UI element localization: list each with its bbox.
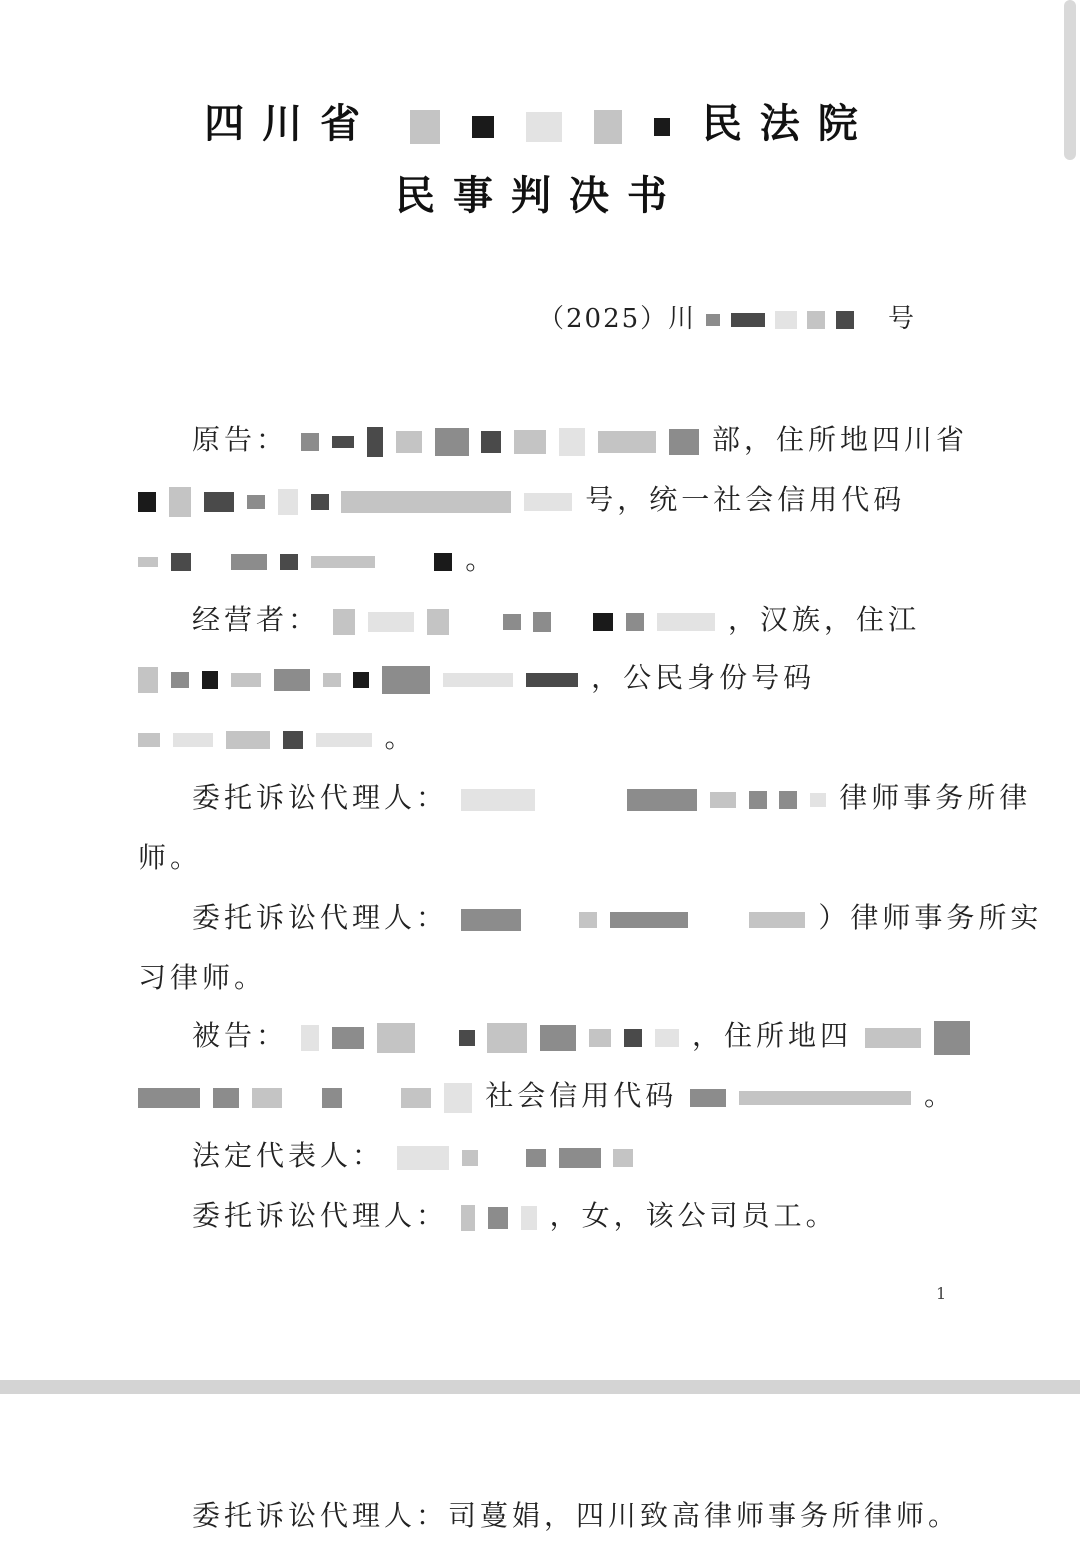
redaction-block (526, 1149, 546, 1167)
redaction-block (138, 733, 160, 747)
court-name-suffix: 民法院 (701, 100, 876, 147)
redaction-block (169, 487, 191, 517)
redaction-block (434, 553, 452, 571)
redaction-block (626, 613, 644, 631)
redaction-block (283, 731, 303, 749)
redaction-block (731, 313, 765, 327)
legal-rep-line: 法定代表人： (192, 1134, 633, 1174)
redaction-block (274, 669, 310, 691)
redaction-block (807, 311, 825, 329)
redaction-block (739, 1091, 911, 1105)
redaction-block (503, 614, 521, 630)
agent3-line: 委托诉讼代理人： ，女，该公司员工。 (192, 1199, 838, 1232)
document-title: 民事判决书 (395, 172, 685, 219)
redaction-block (377, 1023, 415, 1053)
redaction-block (382, 666, 430, 694)
redaction-block (627, 789, 697, 811)
agent2-line-1: 委托诉讼代理人： ）律师事务所实 (192, 901, 1043, 934)
redaction-block (526, 673, 578, 687)
redaction-block (654, 118, 670, 136)
redaction-block (624, 1029, 642, 1047)
redaction-block (410, 110, 440, 144)
redaction-block (301, 1025, 319, 1051)
redaction-block (138, 667, 158, 693)
redaction-block (368, 612, 414, 632)
redaction-block (521, 1206, 537, 1230)
redaction-block (462, 1150, 478, 1166)
redaction-block (706, 314, 720, 326)
redaction-block (323, 673, 341, 687)
agent2-line-2: 习律师。 (138, 961, 267, 994)
redaction-block (435, 428, 469, 456)
redaction-block (461, 1205, 475, 1231)
redaction-block (657, 613, 715, 631)
redaction-block (533, 612, 551, 632)
redaction-block (367, 427, 383, 457)
redaction-block (443, 673, 513, 687)
redaction-block (749, 912, 805, 928)
redaction-block (779, 791, 797, 809)
redaction-block (610, 912, 688, 928)
redaction-block (669, 429, 699, 455)
redaction-block (231, 554, 267, 570)
redaction-block (202, 671, 218, 689)
redaction-block (775, 311, 797, 329)
redaction-block (173, 733, 213, 747)
redaction-block (204, 492, 234, 512)
redaction-block (710, 792, 736, 808)
redaction-block (332, 1027, 364, 1049)
redaction-block (316, 733, 372, 747)
redaction-block (247, 495, 265, 509)
operator-line-2: ，公民身份号码 (138, 656, 815, 696)
redaction-block (524, 493, 572, 511)
redaction-block (278, 489, 298, 515)
redaction-block (559, 428, 585, 456)
defendant-line-1: 被告： ，住所地四 (192, 1014, 970, 1055)
redaction-block (332, 436, 354, 448)
redaction-block (138, 557, 158, 567)
page-divider (0, 1380, 1080, 1394)
redaction-block (333, 609, 355, 635)
redaction-block (252, 1088, 282, 1108)
plaintiff-line-1: 原告： 部，住所地四川省 (192, 423, 968, 456)
redaction-block (579, 912, 597, 928)
redaction-block (488, 1207, 508, 1229)
redaction-block (810, 793, 826, 807)
plaintiff-line-2: 号，统一社会信用代码 (138, 478, 905, 518)
case-number: （2025）川 号 (538, 304, 917, 334)
redaction-block (865, 1028, 921, 1048)
redaction-block (311, 556, 375, 568)
plaintiff-line-3: 。 (138, 538, 497, 578)
redaction-block (459, 1030, 475, 1046)
redaction-block (540, 1025, 576, 1051)
redaction-block (461, 909, 521, 931)
redaction-block (322, 1088, 342, 1108)
defendant-line-2: 社会信用代码 。 (138, 1074, 956, 1114)
redaction-block (461, 789, 535, 811)
redaction-block (138, 492, 156, 512)
redaction-block (472, 116, 494, 138)
redaction-block (353, 672, 369, 688)
redaction-block (514, 430, 546, 454)
operator-line-1: 经营者： ，汉族，住江 (192, 603, 920, 636)
redaction-block (231, 673, 261, 687)
redaction-block (341, 491, 511, 513)
redaction-block (526, 112, 562, 142)
redaction-block (559, 1148, 601, 1168)
redaction-block (226, 731, 270, 749)
redaction-block (401, 1088, 431, 1108)
redaction-block (487, 1023, 527, 1053)
operator-line-3: 。 (138, 716, 417, 756)
redaction-block (690, 1089, 726, 1107)
redaction-block (444, 1083, 472, 1113)
redaction-block (171, 553, 191, 571)
redaction-block (589, 1029, 611, 1047)
redaction-block (396, 431, 422, 453)
redaction-block (397, 1146, 449, 1170)
page2-agent-line: 委托诉讼代理人：司蔓娟，四川致高律师事务所律师。 (192, 1499, 961, 1532)
court-name (0, 92, 1080, 149)
court-name-prefix: 四川省 (204, 100, 379, 147)
redaction-block (427, 609, 449, 635)
redaction-block (598, 431, 656, 453)
agent1-line-2: 师。 (138, 841, 203, 874)
redaction-block (655, 1029, 679, 1047)
redaction-block (280, 554, 298, 570)
redaction-block (311, 494, 329, 510)
page-number: 1 (936, 1284, 947, 1303)
redaction-block (171, 672, 189, 688)
redaction-block (594, 110, 622, 144)
redaction-block (593, 613, 613, 631)
redaction-block (213, 1088, 239, 1108)
redaction-block (836, 311, 854, 329)
redaction-block (138, 1088, 200, 1108)
redaction-block (301, 433, 319, 451)
document-page-2 (0, 1394, 1080, 1543)
redaction-block (749, 791, 767, 809)
redaction-block (613, 1149, 633, 1167)
redaction-block (481, 431, 501, 453)
agent1-line-1: 委托诉讼代理人： 律师事务所律 (192, 781, 1032, 814)
redaction-block (934, 1021, 970, 1055)
